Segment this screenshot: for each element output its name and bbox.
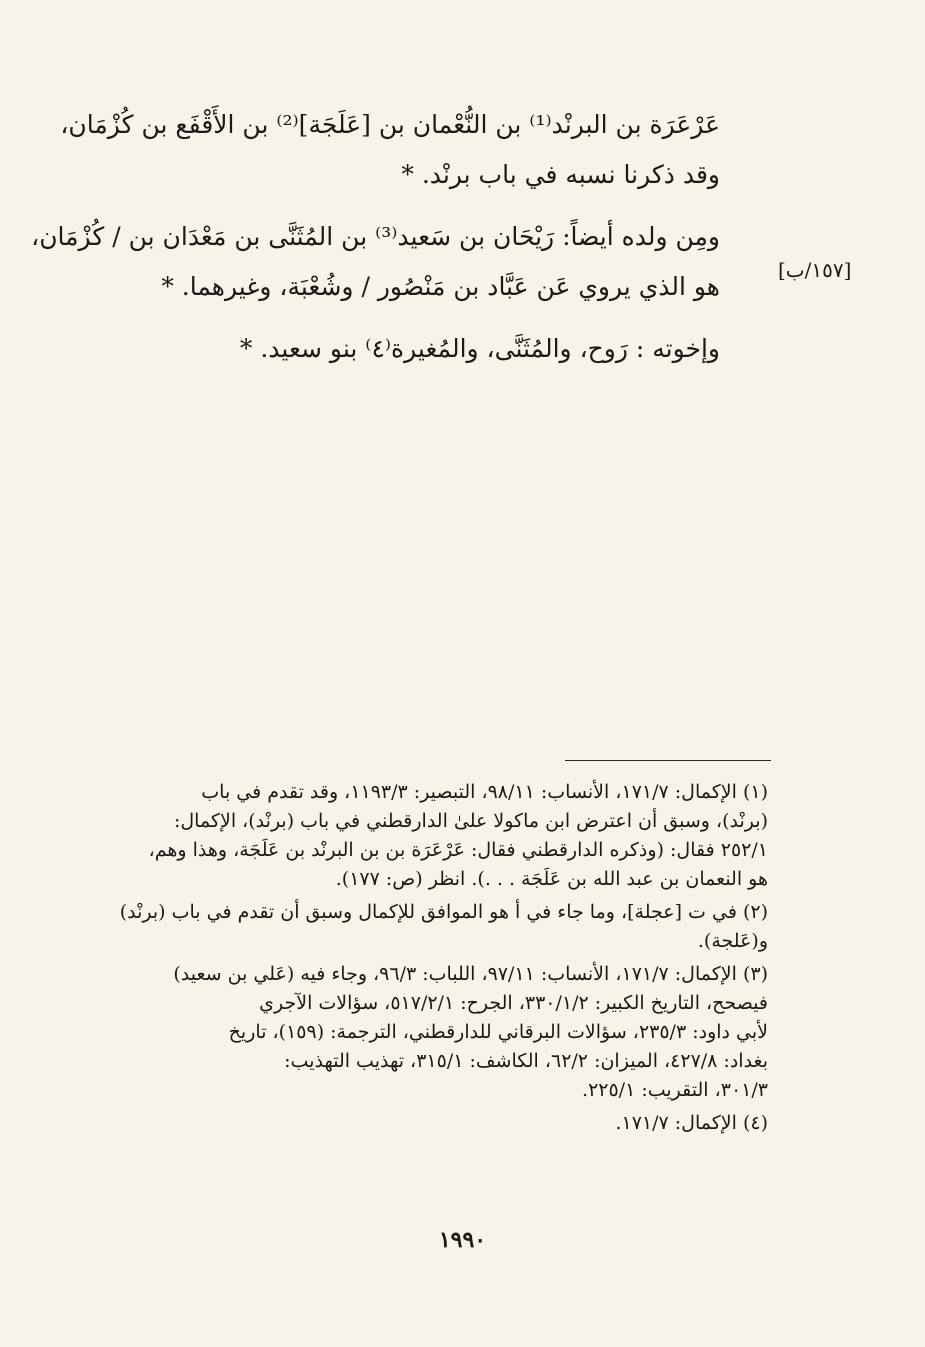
footnote-line: هو النعمان بن عبد الله بن عَلَجَة . . .). انظر (ص: ١٧٧). (335, 868, 768, 890)
paragraph-1 (60, 100, 720, 200)
text-line: وإخوته : رَوح، والمُثَنَّى، والمُغيرة⁽٤⁾ بنو سعيد. * (239, 334, 720, 363)
footnote-3 (78, 960, 768, 1105)
footnote-2 (78, 898, 768, 956)
footnotes (78, 778, 768, 1142)
paragraph-3 (80, 324, 720, 374)
footnote-line: لأبي داود: ٢٣٥/٣، سؤالات البرقاني للدارقطني، الترجمة: (١٥٩)، تاريخ (228, 1021, 768, 1043)
text-line: ومِن ولده أيضاً: رَيْحَان بن سَعيد⁽³⁾ بن المُثَنَّى بن مَعْدَان بن / كُزْمَان، (31, 222, 720, 251)
footnote-line: (٣) الإكمال: ١٧١/٧، الأنساب: ٩٧/١١، اللباب: ٩٦/٣، وجاء فيه (عَلي بن سعيد) (173, 963, 768, 985)
footnote-1 (78, 778, 768, 894)
footnote-separator (565, 760, 771, 761)
footnote-line: ٢٥٢/١ فقال: (وذكره الدارقطني فقال: عَرْعَرَة بن بن البرنْد بن عَلَجَة، وهذا وهم، (148, 839, 768, 861)
footnote-line: و(عَلجة). (697, 930, 768, 952)
page-number: ١٩٩٠ (438, 1227, 487, 1253)
footnote-line: (برنْد)، وسبق أن اعترض ابن ماكولا علىٰ الدارقطني في باب (برنْد)، الإكمال: (173, 810, 768, 832)
footnote-line: (٤) الإكمال: ١٧١/٧. (615, 1112, 768, 1134)
text-line: وقد ذكرنا نسبه في باب برنْد. * (401, 160, 720, 189)
footnote-line: ٣٠١/٣، التقريب: ٢٢٥/١. (582, 1079, 768, 1101)
text-line: عَرْعَرَة بن البرنْد⁽¹⁾ بن النُّعْمان بن [عَلَجَة]⁽²⁾ بن الأَقْفَع بن كُزْمَان، (60, 110, 720, 139)
text-line: هو الذي يروي عَن عَبَّاد بن مَنْصُور / وشُعْبَة، وغيرهما. * (161, 272, 720, 301)
footnote-line: فيصحح، التاريخ الكبير: ٣٣٠/١/٢، الجرح: ٥١٧/٢/١، سؤالات الآجري (259, 992, 768, 1014)
main-text (31, 100, 720, 386)
paragraph-2 (31, 212, 720, 312)
folio-marker: [١٥٧/ب] (778, 258, 852, 282)
footnote-line: (٢) في ت [عجلة]، وما جاء في أ هو الموافق للإكمال وسبق أن تقدم في باب (برنْد) (119, 901, 768, 923)
footnote-4 (78, 1109, 768, 1138)
footnote-line: (١) الإكمال: ١٧١/٧، الأنساب: ٩٨/١١، التبصير: ١١٩٣/٣، وقد تقدم في باب (201, 781, 768, 803)
footnote-line: بغداد: ٤٢٧/٨، الميزان: ٦٢/٢، الكاشف: ٣١٥/١، تهذيب التهذيب: (284, 1050, 768, 1072)
